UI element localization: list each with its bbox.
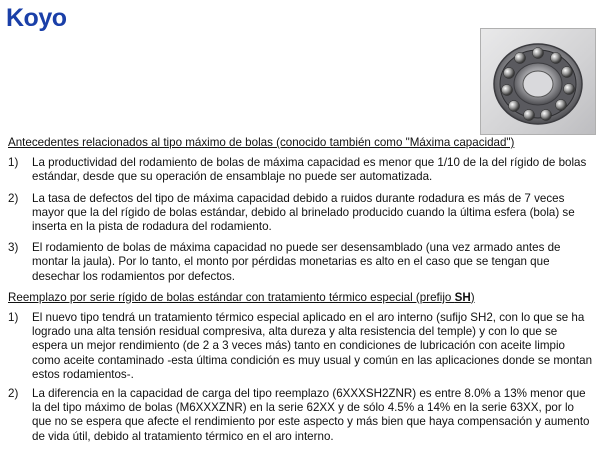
list-item	[8, 387, 594, 444]
list-item	[8, 311, 594, 382]
list-item-number: 1)	[8, 156, 19, 170]
section1-list	[8, 156, 594, 284]
list-item-text: El nuevo tipo tendrá un tratamiento térmico especial aplicado en el aro interno (sufijo SH2, con lo que se ha logrado una alta tensión residual compresiva, alta dureza y alta resistencia del temple) y con lo que se espera un mejor rendimiento (de 2 a 3 veces más) tanto en condiciones de lubricación con aceite limpio como aceite contaminado -esta última condición es muy usual y común en las aplicaciones donde se montan estos rodamientos-.	[32, 311, 593, 381]
document-body	[8, 136, 594, 449]
section1-heading: Antecedentes relacionados al tipo máximo de bolas (conocido también como "Máxima capacidad")	[8, 136, 515, 149]
koyo-logo: Koyo	[6, 4, 67, 32]
section2-heading-prefix: Reemplazo por serie rígido de bolas estándar con tratamiento térmico especial (prefijo	[8, 290, 455, 304]
section2-heading-bold: SH	[454, 290, 471, 304]
list-item	[8, 241, 594, 284]
ball-bearing-icon	[481, 29, 595, 134]
list-item-number: 3)	[8, 241, 19, 255]
list-item	[8, 192, 594, 235]
ball-bearing-photo	[480, 28, 596, 135]
list-item-text: La productividad del rodamiento de bolas de máxima capacidad es menor que 1/10 de la del rígido de bolas estándar, desde que su operación de ensamblaje no puede ser automatizada.	[32, 156, 587, 184]
section2-heading	[8, 291, 594, 305]
section2-heading-suffix: )	[470, 290, 475, 304]
list-item	[8, 156, 594, 184]
list-item-text: La diferencia en la capacidad de carga del tipo reemplazo (6XXXSH2ZNR) es entre 8.0% a 13% menor que la del tipo máximo de bolas (M6XXXZNR) en la serie 62XX y de sólo 4.5% a 14% en la serie 63XX, por lo que no se espera que afecte el rendimiento por este aspecto y más bien que haya compensación y aumento de vida útil, debido al tratamiento térmico en el aro interno.	[32, 387, 590, 443]
list-item-number: 2)	[8, 191, 19, 205]
list-item-text: El rodamiento de bolas de máxima capacidad no puede ser desensamblado (una vez armado antes de montar la jaula). Por lo tanto, el monto por pérdidas monetarias es alto en el caso que se tengan que desechar los rodamientos por defectos.	[32, 241, 561, 283]
list-item-number: 2)	[8, 387, 19, 401]
section2-list	[8, 311, 594, 444]
list-item-number: 1)	[8, 311, 19, 325]
list-item-text: La tasa de defectos del tipo de máxima capacidad debido a ruidos durante rodadura es más de 7 veces mayor que la del rígido de bolas estándar, debido al brinelado producido cuando la última esfera (bola) se inserta en la pista de rodadura del rodamiento.	[32, 191, 575, 234]
